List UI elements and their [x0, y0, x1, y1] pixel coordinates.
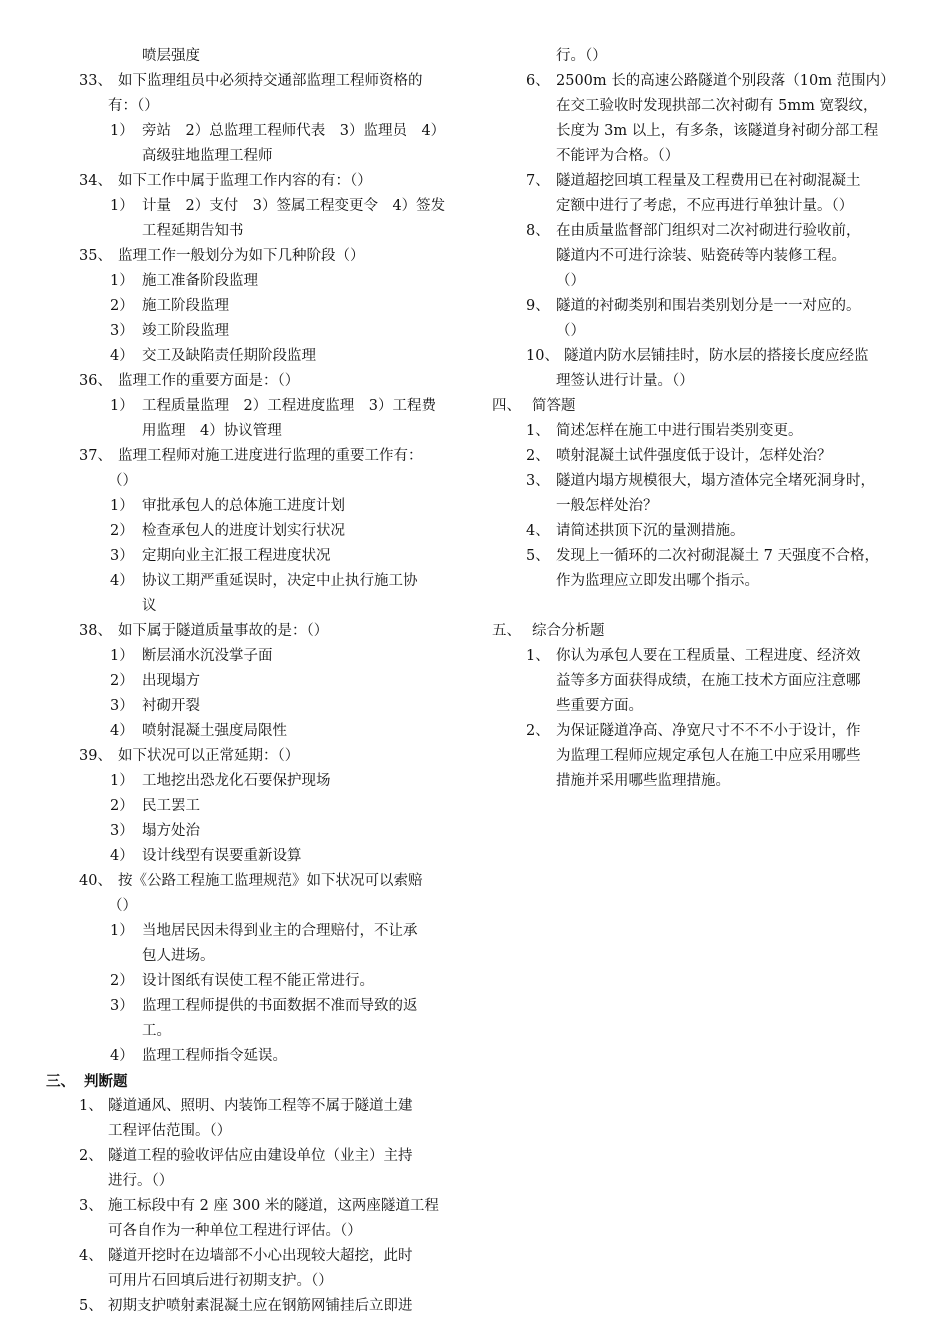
text-line	[0, 169, 470, 194]
item-text: 衬砌开裂	[142, 698, 200, 714]
item-text: 工。	[142, 1023, 171, 1039]
item-text: （）	[556, 323, 585, 339]
item-text: 高级驻地监理工程师	[142, 148, 273, 164]
item-text: 民工罢工	[142, 798, 200, 814]
item-text: （）	[108, 898, 137, 914]
text-line	[482, 744, 922, 769]
text-line	[0, 869, 470, 894]
item-text: 隧道通风、照明、内装饰工程等不属于隧道土建	[108, 1098, 413, 1114]
item-text: 综合分析题	[532, 623, 605, 639]
text-line	[482, 644, 922, 669]
text-line	[0, 694, 470, 719]
item-text: 你认为承包人要在工程质量、工程进度、经济效	[556, 648, 861, 664]
text-line	[482, 269, 922, 294]
text-line	[482, 444, 922, 469]
text-line	[0, 394, 470, 419]
item-number: 2）	[110, 673, 134, 689]
item-number: 9、	[526, 298, 550, 314]
item-number: 4）	[110, 723, 134, 739]
item-number: 38、	[79, 623, 112, 639]
text-line	[482, 219, 922, 244]
item-text: 如下属于隧道质量事故的是：（）	[118, 623, 329, 639]
text-line	[482, 469, 922, 494]
item-text: 简答题	[532, 398, 576, 414]
text-line	[482, 94, 922, 119]
item-number: 1）	[110, 198, 134, 214]
text-line	[0, 319, 470, 344]
item-text: 设计图纸有误使工程不能正常进行。	[142, 973, 374, 989]
item-text: 益等多方面获得成绩，在施工技术方面应注意哪	[556, 673, 861, 689]
item-number: 37、	[79, 448, 112, 464]
item-text: 作为监理应立即发出哪个指示。	[556, 573, 759, 589]
item-text: 塌方处治	[142, 823, 200, 839]
item-number: 2、	[526, 448, 550, 464]
item-text: 审批承包人的总体施工进度计划	[142, 498, 345, 514]
item-text: 监理工程师提供的书面数据不准而导致的返	[142, 998, 418, 1014]
item-text: 在由质量监督部门组织对二次衬砌进行验收前，	[556, 223, 861, 239]
text-line	[0, 219, 470, 244]
text-line	[482, 669, 922, 694]
item-number: 1）	[110, 498, 134, 514]
text-line	[0, 1219, 470, 1244]
item-number: 1、	[79, 1098, 103, 1114]
item-text: 长度为 3m 以上，有多条，该隧道身衬砌分部工程	[556, 123, 879, 139]
item-text: （）	[556, 273, 585, 289]
item-text: 请简述拱顶下沉的量测措施。	[556, 523, 745, 539]
text-line	[0, 419, 470, 444]
item-number: 1）	[110, 773, 134, 789]
item-text: 工程延期告知书	[142, 223, 244, 239]
item-number: 2、	[526, 723, 550, 739]
text-line	[0, 44, 470, 69]
item-number: 1）	[110, 648, 134, 664]
item-text: 定额中进行了考虑，不应再进行单独计量。（）	[556, 198, 854, 214]
text-line	[482, 494, 922, 519]
item-number: 35、	[79, 248, 112, 264]
item-text: 有：（）	[108, 98, 159, 114]
item-text: 旁站 2）总监理工程师代表 3）监理员 4）	[142, 123, 446, 139]
item-text: 喷射混凝土强度局限性	[142, 723, 287, 739]
item-number: 10、	[526, 348, 559, 364]
item-text: 施工标段中有 2 座 300 米的隧道，这两座隧道工程	[108, 1198, 439, 1214]
item-text: 隧道超挖回填工程量及工程费用已在衬砌混凝土	[556, 173, 861, 189]
text-line	[0, 1144, 470, 1169]
text-line	[0, 544, 470, 569]
item-text: 当地居民因未得到业主的合理赔付，不让承	[142, 923, 418, 939]
text-line	[482, 719, 922, 744]
text-line	[0, 569, 470, 594]
text-line	[0, 944, 470, 969]
text-line	[0, 619, 470, 644]
item-number: 2）	[110, 973, 134, 989]
item-text: 隧道内防水层铺挂时，防水层的搭接长度应经监	[564, 348, 869, 364]
item-number: 34、	[79, 173, 112, 189]
item-text: 喷层强度	[142, 48, 200, 64]
item-text: 进行。（）	[108, 1173, 174, 1189]
text-line	[482, 419, 922, 444]
item-text: 协议工期严重延误时，决定中止执行施工协	[142, 573, 418, 589]
item-text: 计量 2）支付 3）签属工程变更令 4）签发	[142, 198, 446, 214]
text-line	[0, 494, 470, 519]
item-number: 40、	[79, 873, 112, 889]
text-line	[0, 144, 470, 169]
text-line	[0, 1069, 470, 1094]
text-line	[0, 1294, 470, 1319]
item-number: 三、	[46, 1073, 75, 1090]
item-text: 可用片石回填后进行初期支护。（）	[108, 1273, 333, 1289]
text-line	[0, 444, 470, 469]
item-text: 不能评为合格。（）	[556, 148, 680, 164]
item-number: 1、	[526, 423, 550, 439]
text-line	[482, 769, 922, 794]
item-number: 2）	[110, 298, 134, 314]
text-line	[482, 519, 922, 544]
text-line	[482, 44, 922, 69]
item-number: 1、	[526, 648, 550, 664]
item-number: 1）	[110, 273, 134, 289]
text-line	[482, 594, 922, 619]
text-line	[0, 594, 470, 619]
text-line	[0, 744, 470, 769]
text-line	[482, 369, 922, 394]
text-line	[482, 619, 922, 644]
item-number: 7、	[526, 173, 550, 189]
text-line	[0, 719, 470, 744]
item-text: 隧道内塌方规模很大，塌方渣体完全堵死洞身时，	[556, 473, 875, 489]
item-text: 工地挖出恐龙化石要保护现场	[142, 773, 331, 789]
item-text: 断层涌水沉没掌子面	[142, 648, 273, 664]
text-line	[0, 994, 470, 1019]
item-text: 如下工作中属于监理工作内容的有：（）	[118, 173, 372, 189]
item-number: 五、	[492, 623, 521, 639]
text-line	[482, 544, 922, 569]
text-line	[0, 1269, 470, 1294]
item-text: 施工阶段监理	[142, 298, 229, 314]
item-number: 四、	[492, 398, 521, 414]
item-text: 监理工作的重要方面是：（）	[118, 373, 300, 389]
item-text: 判断题	[84, 1073, 128, 1090]
text-line	[0, 269, 470, 294]
text-line	[0, 344, 470, 369]
item-text: 在交工验收时发现拱部二次衬砌有 5mm 宽裂纹，	[556, 98, 878, 114]
text-line	[0, 669, 470, 694]
item-text: 隧道工程的验收评估应由建设单位（业主）主持	[108, 1148, 413, 1164]
text-line	[482, 294, 922, 319]
item-text: 竣工阶段监理	[142, 323, 229, 339]
text-line	[0, 1244, 470, 1269]
item-number: 4）	[110, 573, 134, 589]
text-line	[482, 244, 922, 269]
item-text: 设计线型有误要重新设算	[142, 848, 302, 864]
text-line	[0, 894, 470, 919]
item-number: 3）	[110, 698, 134, 714]
item-text: 检查承包人的进度计划实行状况	[142, 523, 345, 539]
item-number: 3）	[110, 823, 134, 839]
item-number: 5、	[79, 1298, 103, 1314]
item-text: 施工准备阶段监理	[142, 273, 258, 289]
item-text: 监理工程师指令延误。	[142, 1048, 287, 1064]
item-text: 简述怎样在施工中进行围岩类别变更。	[556, 423, 803, 439]
text-line	[482, 69, 922, 94]
item-number: 5、	[526, 548, 550, 564]
item-text: 按《公路工程施工监理规范》如下状况可以索赔	[118, 873, 423, 889]
text-line	[0, 519, 470, 544]
text-line	[0, 1044, 470, 1069]
item-text: 出现塌方	[142, 673, 200, 689]
item-number: 2、	[79, 1148, 103, 1164]
item-text: 工程质量监理 2）工程进度监理 3）工程费	[142, 398, 436, 414]
item-text: 如下状况可以正常延期：（）	[118, 748, 300, 764]
item-text: 初期支护喷射素混凝土应在钢筋网铺挂后立即进	[108, 1298, 413, 1314]
item-number: 4）	[110, 848, 134, 864]
item-text: 包人进场。	[142, 948, 215, 964]
text-line	[0, 794, 470, 819]
item-number: 1）	[110, 398, 134, 414]
item-text: 监理工作一般划分为如下几种阶段（）	[118, 248, 365, 264]
item-number: 1）	[110, 123, 134, 139]
item-text: 隧道开挖时在边墙部不小心出现较大超挖，此时	[108, 1248, 413, 1264]
text-line	[0, 819, 470, 844]
item-number: 3）	[110, 323, 134, 339]
text-line	[0, 94, 470, 119]
text-line	[482, 344, 922, 369]
item-text: 可各自作为一种单位工程进行评估。（）	[108, 1223, 362, 1239]
text-line	[482, 194, 922, 219]
text-line	[0, 919, 470, 944]
item-text: 定期向业主汇报工程进度状况	[142, 548, 331, 564]
text-line	[482, 144, 922, 169]
item-text: 些重要方面。	[556, 698, 643, 714]
item-number: 39、	[79, 748, 112, 764]
text-line	[0, 119, 470, 144]
text-line	[0, 844, 470, 869]
item-text: 用监理 4）协议管理	[142, 423, 282, 439]
text-line	[482, 119, 922, 144]
text-line	[0, 1169, 470, 1194]
item-text: 措施并采用哪些监理措施。	[556, 773, 730, 789]
item-number: 4、	[79, 1248, 103, 1264]
item-text: 隧道的衬砌类别和围岩类别划分是一一对应的。	[556, 298, 861, 314]
item-text: 2500m 长的高速公路隧道个别段落（10m 范围内）	[556, 73, 895, 89]
text-line	[482, 319, 922, 344]
item-text: 工程评估范围。（）	[108, 1123, 232, 1139]
item-text: 行。（）	[556, 48, 607, 64]
text-line	[0, 294, 470, 319]
item-text: 交工及缺陷责任期阶段监理	[142, 348, 316, 364]
item-text: 一般怎样处治？	[556, 498, 658, 514]
text-line	[0, 69, 470, 94]
text-line	[482, 169, 922, 194]
text-line	[0, 369, 470, 394]
item-number: 4）	[110, 1048, 134, 1064]
item-text: 隧道内不可进行涂装、贴瓷砖等内装修工程。	[556, 248, 846, 264]
text-line	[482, 569, 922, 594]
item-number: 3、	[79, 1198, 103, 1214]
item-text: （）	[108, 473, 137, 489]
item-number: 4）	[110, 348, 134, 364]
item-text: 喷射混凝土试件强度低于设计，怎样处治？	[556, 448, 832, 464]
item-number: 2）	[110, 523, 134, 539]
item-number: 3）	[110, 548, 134, 564]
item-number: 2）	[110, 798, 134, 814]
item-number: 3、	[526, 473, 550, 489]
text-line	[0, 1094, 470, 1119]
item-number: 6、	[526, 73, 550, 89]
item-number: 36、	[79, 373, 112, 389]
text-line	[482, 394, 922, 419]
item-number: 8、	[526, 223, 550, 239]
text-line	[482, 694, 922, 719]
item-number: 3）	[110, 998, 134, 1014]
text-line	[0, 769, 470, 794]
item-text: 为保证隧道净高、净宽尺寸不不不小于设计，作	[556, 723, 861, 739]
item-text: 监理工程师对施工进度进行监理的重要工作有：	[118, 448, 423, 464]
text-line	[0, 1019, 470, 1044]
text-line	[0, 1194, 470, 1219]
text-line	[0, 1119, 470, 1144]
text-line	[0, 244, 470, 269]
item-number: 4、	[526, 523, 550, 539]
text-line	[0, 469, 470, 494]
text-line	[0, 969, 470, 994]
item-number: 1）	[110, 923, 134, 939]
text-line	[0, 644, 470, 669]
item-text: 议	[142, 598, 157, 614]
item-number: 33、	[79, 73, 112, 89]
item-text: 发现上一循环的二次衬砌混凝土 7 天强度不合格，	[556, 548, 879, 564]
item-text: 如下监理组员中必须持交通部监理工程师资格的	[118, 73, 423, 89]
item-text: 理签认进行计量。（）	[556, 373, 694, 389]
item-text: 为监理工程师应规定承包人在施工中应采用哪些	[556, 748, 861, 764]
text-line	[0, 194, 470, 219]
